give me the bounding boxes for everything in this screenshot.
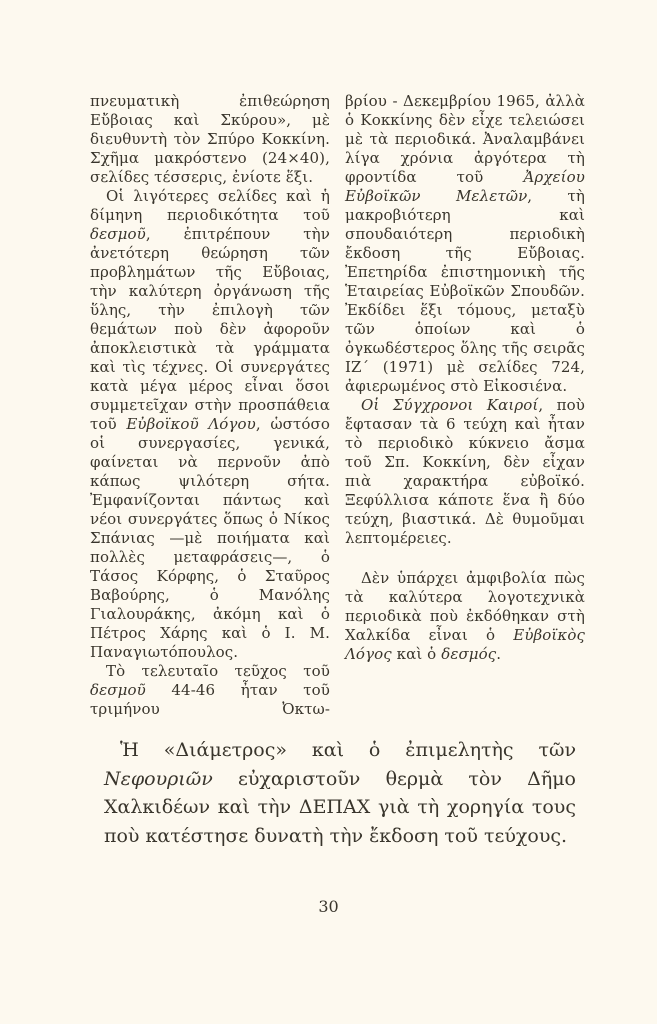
paragraph [90,187,330,662]
paragraph [90,662,330,719]
text-run: , ὡστόσο οἱ συνεργασίες, γενικά, φαίνεται νὰ περνοῦν ἀπὸ κάπως ψιλότερη σήτα. Ἐμφανίζονται πάντως καὶ νέοι συνεργάτες ὅπως ὁ Νίκος Σπάνιας —μὲ ποιήματα καὶ πολλὲς μεταφράσεις—, ὁ Τάσος Κόρφης, ὁ Σταῦρος Βαβούρης, ὁ Μανόλης Γιαλουράκης, ἀκόμη καὶ ὁ Πέτρος Χάρης καὶ ὁ Ι. Μ. Παναγιωτόπουλος. [90,415,330,661]
italic-text-run: Ἀρχείου Εὐβοϊκῶν Μελετῶν [345,168,585,205]
text-run: , τὴ μακροβιότερη καὶ σπουδαιότερη περιοδικὴ ἔκδοση τῆς Εὔβοιας. Ἐπετηρίδα ἐπιστημονικὴ τῆς Ἑταιρείας Εὐβοϊκῶν Σπουδῶν. Ἐκδίδει ἕξι τόμους, μεταξὺ τῶν ὁποίων καὶ ὁ ὀγκωδέστερος ὅλης τῆς σειρᾶς ΙΖ΄ (1971) μὲ σελίδες 724, ἀφιερωμένος στὸ Εἰκοσιένα. [345,187,585,395]
text-run: Τὸ τελευταῖο τεῦχος τοῦ [106,662,330,680]
paragraph [345,569,585,664]
paragraph [90,92,330,187]
text-run: , ἐπιτρέπουν τὴν ἀνετότερη θεώρηση τῶν προβλημάτων τῆς Εὔβοιας, τὴν καλύτερη ὀργάνωση τῆς ὕλης, τὴν ἐπιλογὴ τῶν θεμάτων ποὺ δὲν ἀφοροῦν ἀποκλειστικὰ τὰ γράμματα καὶ τὶς τέχνες. Οἱ συνεργάτες κατὰ μέγα μέρος εἶναι ὅσοι συμμετεῖχαν στὴν προσπάθεια τοῦ [90,225,330,433]
italic-text-run: δεσμοῦ [90,225,146,243]
italic-text-run: Οἱ Σύγχρονοι Καιροί [361,396,539,414]
paragraph [345,396,585,548]
two-column-text-block [90,92,585,719]
paragraph [104,736,576,850]
text-run: καὶ ὁ [391,645,442,663]
text-run: Οἱ λιγότερες σελίδες καὶ ἡ δίμηνη περιοδικότητα τοῦ [90,187,330,224]
text-column-right [345,92,585,719]
italic-text-run: Εὐβοϊκὸς Λόγος [345,626,585,663]
text-run: εὐχαριστοῦν θερμὰ τὸν Δῆμο Χαλκιδέων καὶ τὴν ΔΕΠΑΧ γιὰ τὴ χορηγία τους ποὺ κατέστησε δυνατὴ τὴν ἔκδοση τοῦ τεύχους. [104,767,576,847]
italic-text-run: Εὐβοϊκοῦ Λόγου [126,415,256,433]
text-run: . [496,645,502,663]
text-run: Δὲν ὑπάρχει ἀμφιβολία πὼς τὰ καλύτερα λογοτεχνικὰ περιοδικὰ ποὺ ἐκδόθηκαν στὴ Χαλκίδα εἶναι ὁ [345,569,585,644]
paragraph [345,92,585,396]
italic-text-run: δεσμοῦ [90,681,146,699]
text-run: πνευματικὴ ἐπιθεώρηση Εὔβοιας καὶ Σκύρου», μὲ διευθυντὴ τὸν Σπύρο Κοκκίνη. Σχῆμα μακρόστενο (24×40), σελίδες τέσσερις, ἐνίοτε ἕξι. [90,92,330,186]
text-run: Ἡ «Διάμετρος» καὶ ὁ ἐπιμελητὴς τῶν [120,739,576,761]
text-run: βρίου - Δεκεμβρίου 1965, ἀλλὰ ὁ Κοκκίνης δὲν εἶχε τελειώσει μὲ τὰ περιοδικά. Ἀναλαμβάνει λίγα χρόνια ἀργότερα τὴ φροντίδα τοῦ [345,92,585,186]
acknowledgement-note [104,736,576,850]
text-run: 44-46 ἦταν τοῦ τριμήνου Ὀκτω- [90,681,330,718]
text-column-left [90,92,330,719]
italic-text-run: Νεφουριῶν [104,767,213,790]
text-run: , ποὺ ἔφτασαν τὰ 6 τεύχη καὶ ἦταν τὸ περιοδικὸ κύκνειο ἄσμα τοῦ Σπ. Κοκκίνη, δὲν εἶχαν πιὰ χαρακτήρα εὐβοϊκό. Ξεφύλλισα κάποτε ἕνα ἢ δύο τεύχη, βιαστικά. Δὲ θυμοῦμαι λεπτομέρειες. [345,396,585,547]
italic-text-run: δεσμός [441,645,497,663]
page-number: 30 [318,897,339,916]
